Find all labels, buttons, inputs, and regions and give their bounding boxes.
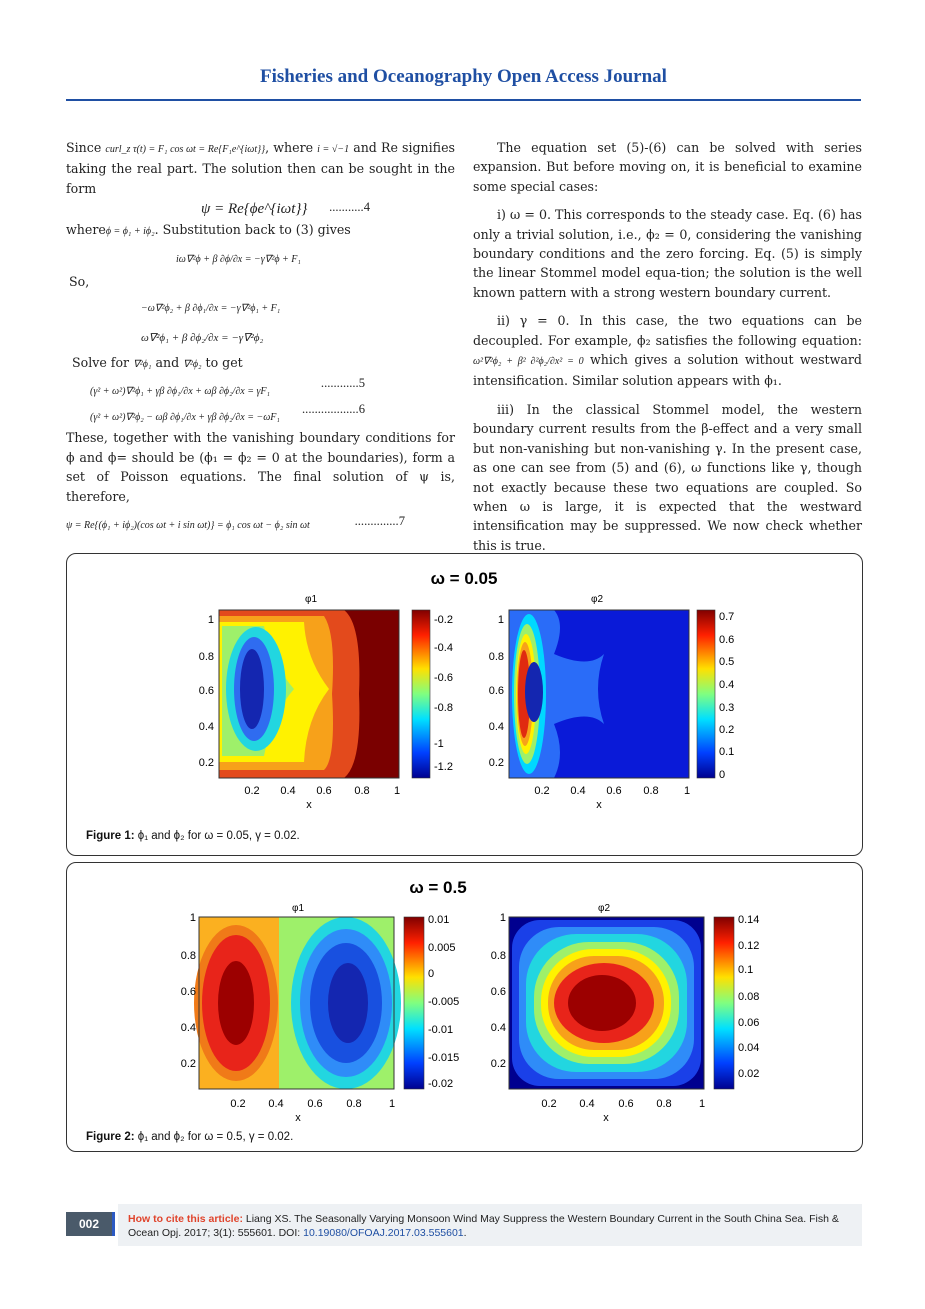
paragraph-since — [66, 138, 455, 198]
x-tick: 0.6 — [606, 785, 622, 797]
panel-label: φ2 — [590, 594, 604, 605]
footer-accent-bar — [112, 1212, 115, 1236]
colorbar-tick: 0.5 — [719, 656, 735, 668]
figure-2-plot — [174, 873, 760, 1125]
colorbar-tick: 0.4 — [719, 679, 735, 691]
equation-so1-line — [66, 291, 455, 321]
x-tick: 0.4 — [268, 1098, 284, 1110]
x-tick: 0.4 — [579, 1098, 595, 1110]
x-axis-label: x — [295, 1112, 301, 1124]
colorbar — [697, 610, 715, 778]
x-tick: 1 — [698, 1098, 706, 1110]
y-tick: 1 — [207, 614, 214, 626]
paragraph-these: These, together with the vanishing boundary conditions for ϕ and ϕ= should be (ϕ₁ = ϕ₂ = 0 at the boundaries), form a set of Poisson equations. The final solution of ψ is, therefore, — [66, 430, 455, 504]
x-tick: 0.8 — [354, 785, 370, 797]
caption-text: ϕ₁ and ϕ₂ for ω = 0.5, γ = 0.02. — [137, 1131, 294, 1143]
journal-title: Fisheries and Oceanography Open Access Journal — [260, 66, 667, 87]
colorbar-tick: 0.1 — [719, 746, 735, 758]
panel-label: φ1 — [291, 903, 305, 914]
colorbar-tick: -0.01 — [428, 1024, 454, 1036]
equation-6-line — [66, 400, 455, 428]
x-tick: 0.2 — [541, 1098, 557, 1110]
colorbar-tick: 0.14 — [738, 914, 760, 926]
text: and Re signifies taking the real part. The solution then can be sought in the form — [66, 140, 455, 196]
equation-i: i = √−1 — [317, 144, 350, 155]
paragraph-where — [66, 220, 455, 241]
caption-label: Figure 1: — [86, 830, 135, 842]
phi2-contour-plot — [509, 917, 704, 1089]
colorbar-tick: 0.005 — [428, 942, 456, 954]
equation-number: ..................6 — [302, 402, 365, 417]
x-tick: 0.6 — [316, 785, 332, 797]
colorbar-tick: -0.6 — [434, 672, 453, 684]
x-tick: 0.8 — [656, 1098, 672, 1110]
y-tick: 0.8 — [490, 950, 506, 962]
y-tick: 0.6 — [180, 986, 196, 998]
doi-link[interactable]: 10.19080/OFOAJ.2017.03.555601 — [303, 1227, 464, 1239]
equation-so1: −ω∇²ϕ₂ + β ∂ϕ₁/∂x = −γ∇²ϕ₁ + F₁ — [141, 303, 281, 315]
paragraph-intro: The equation set (5)-(6) can be solved with series expansion. But before moving on, it is beneficial to examine some special cases: — [473, 140, 862, 194]
colorbar-tick: 0.04 — [738, 1042, 760, 1054]
colorbar — [412, 610, 430, 778]
y-tick: 1 — [499, 912, 506, 924]
equation-lap1: ∇²ϕ₁ — [133, 359, 152, 371]
x-tick: 0.4 — [280, 785, 296, 797]
x-tick: 1 — [388, 1098, 396, 1110]
colorbar — [404, 917, 424, 1089]
text: where — [66, 222, 106, 238]
colorbar-tick: 0 — [428, 968, 435, 980]
colorbar-tick: -1.2 — [434, 761, 453, 773]
text: which gives a solution without westward intensification. Similar solution appears with ϕ₁. — [473, 352, 862, 389]
colorbar-tick: -0.02 — [428, 1078, 454, 1090]
text: ii) γ = 0. In this case, the two equations can be decoupled. For example, ϕ₂ satisfies the following equation: — [473, 313, 862, 348]
y-tick: 0.8 — [198, 651, 214, 663]
x-tick: 0.6 — [307, 1098, 323, 1110]
y-tick: 0.4 — [488, 721, 504, 733]
y-tick: 0.4 — [198, 721, 214, 733]
so-text: So, — [69, 273, 90, 289]
x-tick: 0.6 — [618, 1098, 634, 1110]
y-tick: 0.6 — [490, 986, 506, 998]
figure-title: ω = 0.05 — [430, 569, 498, 588]
equation-curl: curl_z τ(t) = F₁ cos ωt = Re{F₁e^{iωt}} — [105, 144, 266, 155]
header-rule — [66, 99, 861, 101]
paragraph-solve — [72, 353, 455, 374]
colorbar-tick: 0.02 — [738, 1068, 760, 1080]
right-column — [473, 138, 862, 555]
colorbar-tick: -0.015 — [428, 1052, 460, 1064]
x-tick: 1 — [393, 785, 401, 797]
y-tick: 0.6 — [198, 685, 214, 697]
panel-label: φ1 — [304, 594, 318, 605]
equation-7-line — [66, 506, 455, 536]
y-tick: 0.8 — [488, 651, 504, 663]
colorbar-tick: 0.08 — [738, 991, 760, 1003]
text: . Substitution back to (3) gives — [154, 222, 351, 238]
colorbar-tick: -0.2 — [434, 614, 453, 626]
colorbar-tick: -0.005 — [428, 996, 460, 1008]
citation-text: Liang XS. The Seasonally Varying Monsoon Wind May Suppress the Western Boundary Current in the South China Sea. Fish & Ocean Opj. 2017; 3(1): 555601. DOI: — [128, 1213, 839, 1239]
equation-4: ψ = Re{ϕe^{iωt}} — [201, 201, 308, 218]
colorbar-tick: 0.01 — [428, 914, 450, 926]
colorbar-tick: 0 — [719, 769, 726, 781]
panel-label: φ2 — [597, 903, 611, 914]
x-axis-label: x — [306, 799, 312, 811]
equation-so2-line — [66, 321, 455, 353]
x-tick: 0.2 — [244, 785, 260, 797]
caption-label: Figure 2: — [86, 1131, 135, 1143]
text: and — [155, 355, 180, 371]
x-tick: 0.4 — [570, 785, 586, 797]
equation-5: (γ² + ω²)∇²ϕ₁ + γβ ∂ϕ₁/∂x + ωβ ∂ϕ₂/∂x = γF₁ — [90, 386, 270, 398]
figure-2 — [66, 862, 863, 1152]
x-tick: 0.8 — [346, 1098, 362, 1110]
equation-number: ...........4 — [329, 200, 370, 215]
left-column — [66, 138, 455, 536]
y-tick: 0.2 — [488, 757, 504, 769]
phi1-contour-plot — [219, 610, 399, 778]
page-number: 002 — [66, 1212, 112, 1236]
equation-ii: ω²∇²ϕ₂ + β² ∂²ϕ₂/∂x² = 0 — [473, 356, 584, 368]
text: Solve for — [72, 355, 130, 371]
y-tick: 1 — [189, 912, 196, 924]
equation-substitution: iω∇²ϕ + β ∂ϕ/∂x = −γ∇²ϕ + F₁ — [176, 253, 301, 265]
x-axis-label: x — [603, 1112, 609, 1124]
colorbar-tick: -0.4 — [434, 642, 453, 654]
paragraph-case-ii — [473, 311, 862, 391]
equation-7: ψ = Re{(ϕ₁ + iϕ₂)(cos ωt + i sin ωt)} = ϕ₁ cos ωt − ϕ₂ sin ωt — [66, 520, 310, 532]
x-tick: 0.2 — [534, 785, 550, 797]
equation-so2: ω∇²ϕ₁ + β ∂ϕ₂/∂x = −γ∇²ϕ₂ — [141, 332, 264, 345]
colorbar-tick: 0.12 — [738, 940, 760, 952]
equation-phi: ϕ = ϕ₁ + iϕ₂ — [105, 226, 155, 238]
equation-number: ..............7 — [354, 514, 405, 529]
y-tick: 0.2 — [198, 757, 214, 769]
x-tick: 0.8 — [643, 785, 659, 797]
colorbar-tick: 0.2 — [719, 724, 735, 736]
x-tick: 0.2 — [230, 1098, 246, 1110]
figure-1 — [66, 553, 863, 856]
text: Since — [66, 140, 102, 155]
colorbar-tick: 0.3 — [719, 702, 735, 714]
figure-title: ω = 0.5 — [409, 878, 467, 897]
equation-sub-line — [66, 242, 455, 272]
colorbar-tick: 0.1 — [738, 964, 754, 976]
equation-lap2: ∇²ϕ₂ — [183, 359, 202, 371]
caption-text: ϕ₁ and ϕ₂ for ω = 0.05, γ = 0.02. — [137, 830, 300, 842]
citation-box — [118, 1204, 862, 1246]
colorbar-tick: 0.6 — [719, 634, 735, 646]
equation-4-line — [66, 198, 455, 220]
figure-1-caption — [86, 830, 300, 842]
colorbar-tick: 0.7 — [719, 611, 735, 623]
colorbar-tick: -1 — [434, 738, 444, 750]
equation-number: ............5 — [320, 376, 365, 391]
y-tick: 1 — [497, 614, 504, 626]
equation-6: (γ² + ω²)∇²ϕ₂ − ωβ ∂ϕ₁/∂x + γβ ∂ϕ₂/∂x = −ωF₁ — [90, 412, 280, 424]
x-axis-label: x — [596, 799, 602, 811]
figure-2-caption — [86, 1131, 293, 1143]
text: , where — [265, 140, 314, 155]
colorbar-tick: -0.8 — [434, 702, 453, 714]
citation-end: . — [463, 1227, 467, 1239]
text: to get — [205, 355, 243, 371]
y-tick: 0.8 — [180, 950, 196, 962]
y-tick: 0.2 — [490, 1058, 506, 1070]
y-tick: 0.4 — [180, 1022, 196, 1034]
phi2-contour-plot — [509, 610, 689, 778]
equation-5-line — [66, 374, 455, 400]
y-tick: 0.4 — [490, 1022, 506, 1034]
colorbar-tick: 0.06 — [738, 1017, 760, 1029]
colorbar — [714, 917, 734, 1089]
y-tick: 0.2 — [180, 1058, 196, 1070]
citation-label: How to cite this article: — [128, 1213, 243, 1225]
y-tick: 0.6 — [488, 685, 504, 697]
figure-1-plot — [194, 564, 734, 816]
paragraph-case-i: i) ω = 0. This corresponds to the steady case. Eq. (6) has only a trivial solution, i.e., ϕ₂ = 0, considering the vanishing boundary conditions and the zero forcing. Eq. (5) is simply the linear Stommel model equa-tion; the solution is the well known pattern with a strong western boundary current. — [473, 207, 862, 300]
phi1-contour-plot — [194, 917, 401, 1089]
paragraph-case-iii: iii) In the classical Stommel model, the western boundary current results from the β-effect and a very small but non-vanishing but non-vanishing γ. In the present case, as one can see from (5) and (6), ω functions like γ, though not exactly because these two equations are coupled. So when ω is large, it is expected that the westward intensification may be suppressed. We now check whether this is true. — [473, 401, 862, 553]
x-tick: 1 — [683, 785, 691, 797]
